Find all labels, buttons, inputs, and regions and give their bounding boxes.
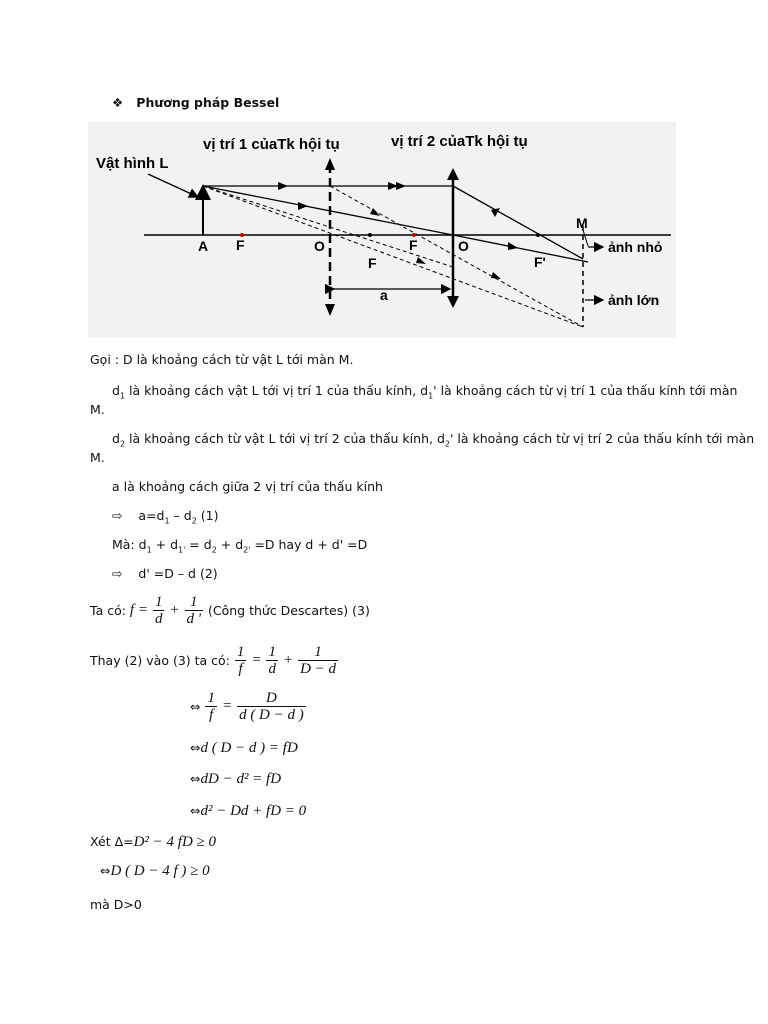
label-A: A <box>198 238 209 254</box>
label-F1: F <box>236 237 245 253</box>
ma-line: Mà: $d_1 + d_{1'} = d_2 + d_{2'} =D$ hay d + d' =D <box>112 537 368 555</box>
step3: ⇔dD − d² = fD <box>190 771 282 787</box>
section-title: Phương pháp Bessel <box>136 95 280 110</box>
step1: ⇔ $\frac{1}{f}$ = $\frac{D}{d ( D - d )}$ <box>190 690 304 723</box>
label-large-image: ảnh lớn <box>608 292 660 308</box>
implies-icon: ⇨ <box>112 566 123 581</box>
bullet-icon: ❖ <box>112 95 124 110</box>
delta-line: Xét Δ=D² − 4 fD ≥ 0 <box>90 834 217 850</box>
goi-line: Gọi : D là khoảng cách từ vật L tới màn M. <box>90 352 354 367</box>
d1-line-cont: M. <box>90 402 105 417</box>
step2: ⇔d ( D − d ) = fD <box>190 740 298 756</box>
d2-line: $d_2$ là khoảng cách từ vật L tới vị trí 2 của thấu kính, $d_2'$ là khoảng cách từ vị trí 2 của thấu kính tới màn <box>112 431 755 449</box>
label-a: a <box>380 287 388 303</box>
implies-icon: ⇨ <box>112 508 123 523</box>
label-object: Vật hình L <box>96 155 169 172</box>
label-F-prime: F' <box>534 254 546 270</box>
substitution-line: Thay (2) vào (3) ta có: $\frac{1}{f}$ = $\frac{1}{d}$ + $\frac{1}{D - d}$ <box>90 644 337 677</box>
label-small-image: ảnh nhỏ <box>608 239 663 255</box>
delta-line-2: ⇔D ( D − 4 f ) ≥ 0 <box>100 863 210 879</box>
a-line: a là khoảng cách giữa 2 vị trí của thấu kính <box>112 479 383 494</box>
label-position-2: vị trí 2 củaTk hội tụ <box>391 133 528 150</box>
label-F2: F <box>409 237 418 253</box>
label-O2: O <box>458 238 469 254</box>
section-heading <box>112 95 279 110</box>
d2-line-cont: M. <box>90 450 105 465</box>
step4: ⇔d² − Dd + fD = 0 <box>190 803 307 819</box>
label-position-1: vị trí 1 củaTk hội tụ <box>203 136 340 153</box>
label-M: M <box>576 215 588 231</box>
bessel-optics-diagram <box>88 122 676 338</box>
eq1-line: ⇨ $a=d_1 - d_2$ (1) <box>112 508 219 526</box>
d-positive-line: mà D>0 <box>90 897 142 912</box>
descartes-line: Ta có: f = $\frac{1}{d}$ + $\frac{1}{d '}$ (Công thức Descartes) (3) <box>90 594 370 627</box>
label-O1: O <box>314 238 325 254</box>
eq2-line: ⇨ d' =D – d (2) <box>112 566 218 581</box>
label-F-lower: F <box>368 255 377 271</box>
d1-line: $d_1$ là khoảng cách vật L tới vị trí 1 của thấu kính, $d_1'$ là khoảng cách từ vị trí 1 của thấu kính tới màn <box>112 383 738 401</box>
